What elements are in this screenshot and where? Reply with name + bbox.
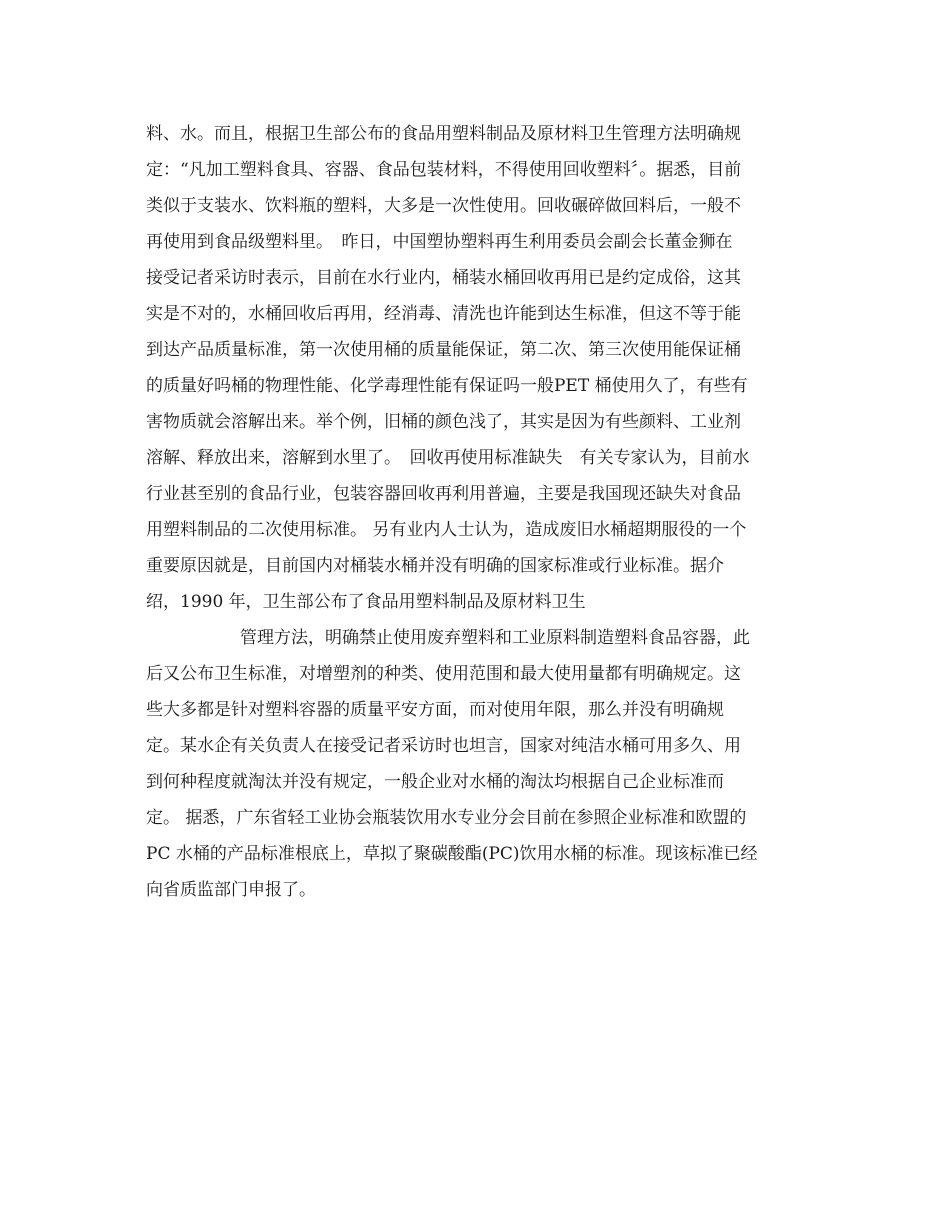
text-line: 用塑料制品的二次使用标准。 另有业内人士认为，造成废旧水桶超期服役的一个 <box>146 520 747 540</box>
text-line: 害物质就会溶解出来。举个例，旧桶的颜色浅了，其实是因为有些颜料、工业剂 <box>146 412 741 432</box>
text-line: PC 水桶的产品标准根底上，草拟了聚碳酸酯(PC)饮用水桶的标准。现该标准已经 <box>146 844 758 864</box>
text-line: 后又公布卫生标准，对增塑剂的种类、使用范围和最大使用量都有明确规定。这 <box>146 664 741 684</box>
text-line: 定：“凡加工塑料食具、容器、食品包装材料，不得使用回收塑料〞。据悉，目前 <box>146 160 742 180</box>
text-line-indented: 管理方法，明确禁止使用废弃塑料和工业原料制造塑料食品容器，此 <box>240 628 750 648</box>
text-line: 料、水。而且，根据卫生部公布的食品用塑料制品及原材料卫生管理方法明确规 <box>146 124 741 144</box>
text-line: 到达产品质量标准，第一次使用桶的质量能保证，第二次、第三次使用能保证桶 <box>146 340 741 360</box>
text-line: 向省质监部门申报了。 <box>146 880 316 900</box>
text-line: 再使用到食品级塑料里。 昨日，中国塑协塑料再生利用委员会副会长董金狮在 <box>146 232 733 252</box>
body-text <box>146 116 826 908</box>
text-line: 些大多都是针对塑料容器的质量平安方面，而对使用年限，那么并没有明确规 <box>146 700 724 720</box>
text-line: 类似于支装水、饮料瓶的塑料，大多是一次性使用。回收碾碎做回料后，一般不 <box>146 196 741 216</box>
text-line: 接受记者采访时表示，目前在水行业内，桶装水桶回收再用已是约定成俗，这其 <box>146 268 741 288</box>
text-line: 溶解、释放出来，溶解到水里了。 回收再使用标准缺失 有关专家认为，目前水 <box>146 448 750 468</box>
text-line: 的质量好吗桶的物理性能、化学毒理性能有保证吗一般PET 桶使用久了，有些有 <box>146 376 748 396</box>
text-line: 到何种程度就淘汰并没有规定，一般企业对水桶的淘汰均根据自己企业标准而 <box>146 772 724 792</box>
text-line: 行业甚至别的食品行业，包装容器回收再利用普遍，主要是我国现还缺失对食品 <box>146 484 741 504</box>
text-line: 定。某水企有关负责人在接受记者采访时也坦言，国家对纯洁水桶可用多久、用 <box>146 736 741 756</box>
text-line: 重要原因就是，目前国内对桶装水桶并没有明确的国家标准或行业标准。据介 <box>146 556 724 576</box>
text-line: 实是不对的，水桶回收后再用，经消毒、清洗也许能到达生标准，但这不等于能 <box>146 304 741 324</box>
text-line: 绍，1990 年，卫生部公布了食品用塑料制品及原材料卫生 <box>146 592 586 612</box>
text-line: 定。 据悉，广东省轻工业协会瓶装饮用水专业分会目前在参照企业标准和欧盟的 <box>146 808 747 828</box>
